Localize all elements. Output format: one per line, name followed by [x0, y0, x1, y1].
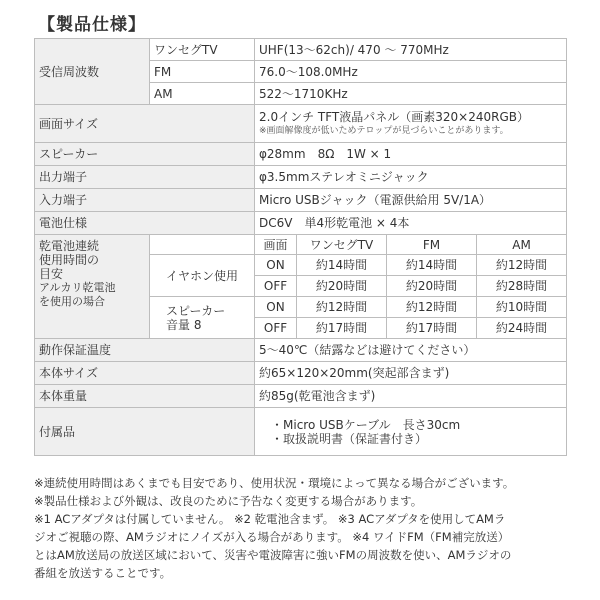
screen-state: OFF — [255, 318, 297, 339]
header-screen: 画面 — [255, 235, 297, 255]
speaker-value: φ28mm 8Ω 1W × 1 — [255, 143, 567, 166]
group-speaker-line: 音量 8 — [166, 317, 202, 332]
screen-value-cell — [255, 105, 567, 143]
time-cell: 約17時間 — [387, 318, 477, 339]
header-am: AM — [477, 235, 567, 255]
weight-value: 約85g(乾電池含まず) — [255, 385, 567, 408]
note-line: ※連続使用時間はあくまでも目安であり、使用状況・環境によって異なる場合がございます。 — [34, 476, 515, 490]
time-cell: 約12時間 — [477, 255, 567, 276]
group-earphone: イヤホン使用 — [150, 255, 255, 297]
note-line: ※製品仕様および外観は、改良のために予告なく変更する場合があります。 — [34, 494, 423, 508]
weight-label: 本体重量 — [35, 385, 255, 408]
reception-value-tv: UHF(13～62ch)/ 470 ～ 770MHz — [255, 39, 567, 61]
screen-note: ※画面解像度が低いためテロップが見づらいことがあります。 — [259, 125, 509, 136]
header-tv: ワンセグTV — [297, 235, 387, 255]
battery-life-label-line: 目安 — [39, 267, 64, 281]
time-cell: 約17時間 — [297, 318, 387, 339]
note-line: ※1 ACアダプタは付属していません。 ※2 乾電池含まず。 ※3 ACアダプタを使用してAMラ — [34, 512, 506, 526]
notes — [34, 474, 574, 582]
time-cell: 約28時間 — [477, 276, 567, 297]
screen-state: OFF — [255, 276, 297, 297]
time-cell: 約12時間 — [387, 297, 477, 318]
temperature-value: 5～40℃（結露などは避けてください） — [255, 339, 567, 362]
input-value: Micro USBジャック（電源供給用 5V/1A） — [255, 189, 567, 212]
battery-life-label — [35, 235, 150, 339]
output-label: 出力端子 — [35, 166, 255, 189]
screen-state: ON — [255, 255, 297, 276]
group-speaker-line: スピーカー — [166, 303, 226, 318]
note-line: ジオご視聴の際、AMラジオにノイズが入る場合があります。 ※4 ワイドFM（FM補完放送） — [34, 530, 510, 544]
screen-state: ON — [255, 297, 297, 318]
accessory-item: ・取扱説明書（保証書付き） — [271, 431, 428, 446]
time-cell: 約14時間 — [297, 255, 387, 276]
screen-value: 2.0インチ TFT液晶パネル（画素320×240RGB） — [259, 109, 529, 124]
page-title: 【製品仕様】 — [38, 15, 146, 35]
battery-life-sublabel-line: を使用の場合 — [39, 295, 105, 308]
table-row — [35, 362, 567, 385]
time-cell: 約20時間 — [387, 276, 477, 297]
header-fm: FM — [387, 235, 477, 255]
table-row — [35, 166, 567, 189]
battery-life-header-blank — [150, 235, 255, 255]
screen-label: 画面サイズ — [35, 105, 255, 143]
speaker-label: スピーカー — [35, 143, 255, 166]
reception-value-am: 522～1710KHz — [255, 83, 567, 105]
spec-table — [34, 38, 567, 456]
note-line: とはAM放送局の放送区域において、災害や電波障害に強いFMの周波数を使い、AMラジオの — [34, 548, 512, 562]
table-row — [35, 39, 567, 61]
note-line: 番組を放送することです。 — [34, 566, 172, 580]
battery-value: DC6V 単4形乾電池 × 4本 — [255, 212, 567, 235]
table-row — [35, 105, 567, 143]
table-row — [35, 143, 567, 166]
battery-life-label-line: 乾電池連続 — [39, 239, 100, 253]
accessories-label: 付属品 — [35, 408, 255, 456]
accessory-item: ・Micro USBケーブル 長さ30cm — [271, 417, 461, 432]
battery-life-label-line: 使用時間の — [39, 253, 100, 267]
size-value: 約65×120×20mm(突起部含まず) — [255, 362, 567, 385]
battery-life-sublabel-line: アルカリ乾電池 — [39, 281, 116, 294]
group-speaker — [150, 297, 255, 339]
time-cell: 約24時間 — [477, 318, 567, 339]
accessories-value — [255, 408, 567, 456]
reception-band-tv: ワンセグTV — [150, 39, 255, 61]
time-cell: 約14時間 — [387, 255, 477, 276]
table-row — [35, 385, 567, 408]
reception-band-am: AM — [150, 83, 255, 105]
table-row — [35, 212, 567, 235]
table-row — [35, 408, 567, 456]
output-value: φ3.5mmステレオミニジャック — [255, 166, 567, 189]
temperature-label: 動作保証温度 — [35, 339, 255, 362]
battery-label: 電池仕様 — [35, 212, 255, 235]
size-label: 本体サイズ — [35, 362, 255, 385]
input-label: 入力端子 — [35, 189, 255, 212]
time-cell: 約20時間 — [297, 276, 387, 297]
time-cell: 約10時間 — [477, 297, 567, 318]
table-row — [35, 339, 567, 362]
reception-label: 受信周波数 — [35, 39, 150, 105]
reception-band-fm: FM — [150, 61, 255, 83]
time-cell: 約12時間 — [297, 297, 387, 318]
reception-value-fm: 76.0～108.0MHz — [255, 61, 567, 83]
table-row — [35, 189, 567, 212]
table-row — [35, 235, 567, 255]
